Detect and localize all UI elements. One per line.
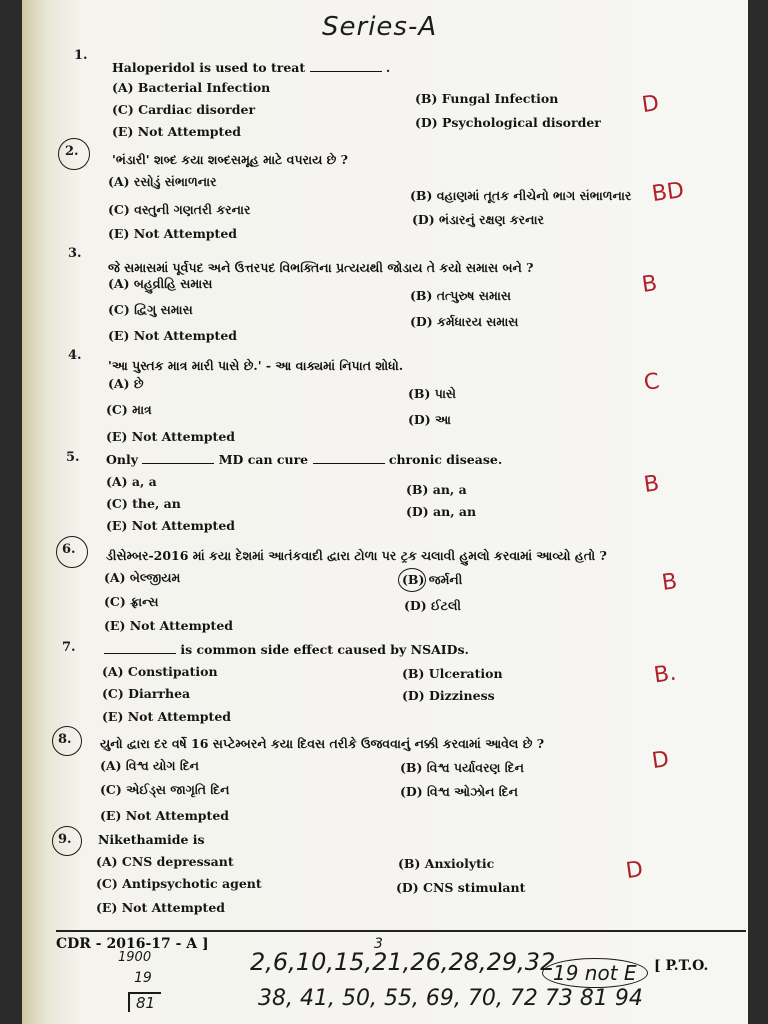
option-b: (B) પાસે <box>408 386 457 401</box>
question-stem: 'ભંડારી' શબ્દ કયા શબ્દસમૂહ માટે વપરાય છે ? <box>112 152 349 167</box>
question-number: 9. <box>58 832 72 847</box>
option-d: (D) ભંડારનું રક્ષણ કરનાર <box>412 212 544 227</box>
option-c: (C) Cardiac disorder <box>112 102 256 117</box>
question-number: 6. <box>62 542 76 557</box>
option-b: (B) તત્પુરુષ સમાસ <box>410 288 512 303</box>
stem-text-2: MD can cure <box>218 452 309 467</box>
option-a: (A) બહુવ્રીહિ સમાસ <box>108 276 213 291</box>
question-number: 1. <box>74 48 88 63</box>
question-stem: યુનો દ્વારા દર વર્ષે 16 સપ્ટેમ્બરને કયા દિવસ તરીકે ઉજવવાનું નક્કી કરવામાં આવેલ છે ? <box>100 736 545 751</box>
option-e: (E) Not Attempted <box>106 518 236 533</box>
option-c: (C) the, an <box>106 496 181 511</box>
option-a: (A) CNS depressant <box>96 854 234 869</box>
handwritten-answer: B <box>660 569 679 596</box>
question-stem: 'આ પુસ્તક માત્ર મારી પાસે છે.' - આ વાક્યમાં નિપાત શોધો. <box>108 358 404 373</box>
option-e: (E) Not Attempted <box>100 808 230 823</box>
option-a: (A) બેલ્જીયમ <box>104 570 181 585</box>
question-stem: Nikethamide is <box>98 832 205 847</box>
option-b: (B) વિશ્વ પર્યાવરણ દિન <box>400 760 524 775</box>
option-a: (A) રસોડું સંભાળનાર <box>108 174 217 189</box>
question-number: 7. <box>62 640 76 655</box>
answer-blank <box>310 71 382 72</box>
answer-sheet-page <box>22 0 748 1024</box>
option-d: (D) ઈટલી <box>404 598 461 613</box>
option-d: (D) કર્મધારય સમાસ <box>410 314 519 329</box>
handwritten-answer: B <box>640 271 659 298</box>
question-stem <box>104 642 469 657</box>
option-a: (A) વિશ્વ યોગ દિન <box>100 758 199 773</box>
option-d: (D) વિશ્વ ઓઝોન દિન <box>400 784 518 799</box>
handwritten-answer: D <box>624 856 645 885</box>
option-c: (C) Antipsychotic agent <box>96 876 262 891</box>
option-b: (B) Ulceration <box>402 666 503 681</box>
question-number: 4. <box>68 348 82 363</box>
question-number: 8. <box>58 732 72 747</box>
option-b: (B) an, a <box>406 482 467 497</box>
option-c: (C) દ્વિગુ સમાસ <box>108 302 193 317</box>
question-number: 2. <box>65 144 79 159</box>
stem-text-3: chronic disease. <box>388 452 503 467</box>
handwritten-answer: D <box>640 90 661 119</box>
handwritten-question-list-2: 38, 41, 50, 55, 69, 70, 72 73 81 94 <box>258 986 643 1011</box>
option-b: (B) Fungal Infection <box>415 91 559 106</box>
handwritten-answer: C <box>642 369 662 396</box>
stem-text-1: Only <box>106 452 138 467</box>
option-e: (E) Not Attempted <box>104 618 234 633</box>
option-d: (D) આ <box>408 412 451 427</box>
option-c: (C) વસ્તુની ગણતરી કરનાર <box>108 202 251 217</box>
handwritten-question-list-1: 2,6,10,15,21,26,28,29,32 <box>250 948 556 976</box>
option-d: (D) Dizziness <box>402 688 495 703</box>
question-stem: ડીસેમ્બર-2016 માં કયા દેશમાં આતંકવાદી દ્વારા ટોળા પર ટ્રક ચલાવી હુમલો કરવામાં આવ્યો હતો ? <box>106 548 607 563</box>
option-c: (C) માત્ર <box>106 402 152 417</box>
handwritten-note-81: 81 <box>128 992 161 1012</box>
question-stem <box>112 60 390 75</box>
handwritten-answer: B. <box>652 660 678 689</box>
answer-blank-1 <box>142 463 214 464</box>
option-b: (B) વહાણમાં તૂતક નીચેનો ભાગ સંભાળનાર <box>410 188 632 203</box>
answer-blank <box>104 653 176 654</box>
footer-rule <box>56 930 746 932</box>
question-number: 3. <box>68 246 82 261</box>
option-c: (C) Diarrhea <box>102 686 191 701</box>
option-d: (D) an, an <box>406 504 477 519</box>
option-d: (D) Psychological disorder <box>415 115 601 130</box>
stem-text: Haloperidol is used to treat <box>112 60 306 75</box>
handwritten-note-1900: 1900 <box>118 950 152 965</box>
option-e: (E) Not Attempted <box>96 900 226 915</box>
handwritten-note-19: 19 <box>134 970 152 986</box>
option-c: (C) ફ્રાન્સ <box>104 594 159 609</box>
question-stem <box>106 452 502 467</box>
handwritten-answer: BD <box>650 177 686 208</box>
option-b: (B) જર્મની <box>402 572 463 587</box>
option-a: (A) a, a <box>106 474 157 489</box>
handwritten-circled-note: 19 not E <box>542 958 648 988</box>
stem-text: is common side effect caused by NSAIDs. <box>180 642 469 657</box>
answer-blank-2 <box>313 463 385 464</box>
option-e: (E) Not Attempted <box>112 124 242 139</box>
question-stem: જે સમાસમાં પૂર્વપદ અને ઉત્તરપદ વિભક્તિના પ્રત્યયથી જોડાય તે કયો સમાસ બને ? <box>108 260 534 275</box>
handwritten-answer: B <box>642 471 661 498</box>
option-e: (E) Not Attempted <box>106 429 236 444</box>
option-e: (E) Not Attempted <box>108 226 238 241</box>
series-heading: Series-A <box>322 12 438 42</box>
option-d: (D) CNS stimulant <box>396 880 526 895</box>
question-number: 5. <box>66 450 80 465</box>
option-a: (A) Bacterial Infection <box>112 80 271 95</box>
handwritten-note-3: 3 <box>374 936 383 952</box>
handwritten-answer: D <box>650 746 671 775</box>
paper-code: CDR - 2016-17 - A ] <box>56 936 209 952</box>
option-a: (A) Constipation <box>102 664 218 679</box>
option-e: (E) Not Attempted <box>102 709 232 724</box>
pto-label: [ P.T.O. <box>654 958 709 974</box>
stem-tail: . <box>385 60 391 75</box>
option-b: (B) Anxiolytic <box>398 856 495 871</box>
option-a: (A) છે <box>108 376 144 391</box>
option-e: (E) Not Attempted <box>108 328 238 343</box>
option-c: (C) એઈડ્સ જાગૃતિ દિન <box>100 782 230 797</box>
